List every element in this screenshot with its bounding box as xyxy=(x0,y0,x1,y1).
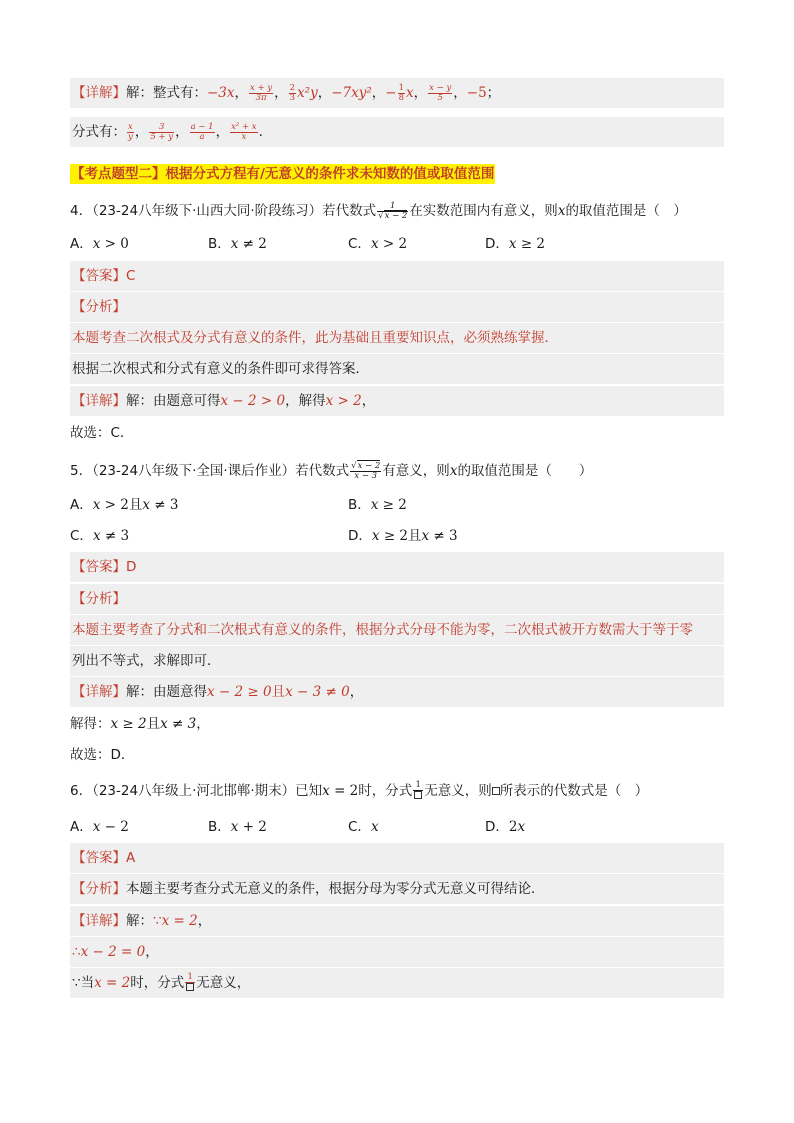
option-a[interactable]: A．x > 2且x ≠ 3 xyxy=(70,497,179,513)
option-b[interactable]: B．x ≥ 2 xyxy=(348,497,407,513)
option-d[interactable]: D．x ≥ 2且x ≠ 3 xyxy=(348,528,458,544)
placeholder-box xyxy=(186,983,194,991)
fraction: $\frac{x + y}{3\pi}$ xyxy=(250,82,273,103)
question-6-analysis: 【分析】本题主要考查分式无意义的条件，根据分母为零分式无意义可得结论． xyxy=(70,874,724,904)
detail-line-integral: 【详解】解：整式有：−3x， $\frac{x + y}{3\pi}$ ， $\frac{2}{3}$ x²y，−7xy²，− $\frac{1}{8}$ x， $\frac{x - y}{5}$ ，−5； xyxy=(70,78,724,108)
question-6-answer: 【答案】A xyxy=(70,843,724,873)
option-c[interactable]: C．x xyxy=(348,819,379,835)
placeholder-box xyxy=(414,791,422,799)
option-b[interactable]: B．x + 2 xyxy=(208,819,267,835)
question-4-stem: 4．（23-24八年级下·山西大同·阶段练习）若代数式 $\frac{1}{√x - 2}$ 在实数范围内有意义，则x的取值范围是（ ） xyxy=(70,200,687,221)
option-d[interactable]: D．x ≥ 2 xyxy=(485,236,546,252)
question-5-choose: 故选：D． xyxy=(70,747,135,763)
question-4-choose: 故选：C． xyxy=(70,425,134,441)
question-6-stem: 6．（23-24八年级上·河北邯郸·期末）已知x = 2时，分式 1 无意义，则 所表示的代数式是（ ） xyxy=(70,780,649,799)
question-4-options xyxy=(70,229,724,259)
question-5-analysis-2: 列出不等式，求解即可． xyxy=(70,646,724,676)
question-6-options xyxy=(70,812,724,842)
option-a[interactable]: A．x − 2 xyxy=(70,819,129,835)
question-5-analysis-tag: 【分析】 xyxy=(70,584,724,614)
placeholder-box xyxy=(492,787,500,795)
question-5-solve: 解得：x ≥ 2且x ≠ 3， xyxy=(70,716,210,732)
question-5-options-row-1 xyxy=(70,490,724,520)
question-5-options-row-2 xyxy=(70,521,724,551)
option-c[interactable]: C．x > 2 xyxy=(348,236,408,252)
question-4-analysis-1: 本题考查二次根式及分式有意义的条件，此为基础且重要知识点，必须熟练掌握． xyxy=(70,323,724,353)
question-6-detail: 【详解】解：∵x = 2， xyxy=(70,906,724,936)
option-a[interactable]: A．x > 0 xyxy=(70,236,129,252)
option-d[interactable]: D．2x xyxy=(485,819,526,835)
question-4-answer: 【答案】C xyxy=(70,261,724,291)
section-heading: 【考点题型二】根据分式方程有/无意义的条件求未知数的值或取值范围 xyxy=(71,166,495,182)
detail-line-fractional: 分式有： $\frac{x}{y}$ ， $\frac{3}{5 + y}$ ， $\frac{a - 1}{a}$ ， $\frac{\text{x² + x}}{x}$ . xyxy=(70,117,724,147)
question-5-analysis-1: 本题主要考查了分式和二次根式有意义的条件，根据分式分母不能为零，二次根式被开方数需大于等于零 xyxy=(70,615,724,645)
option-b[interactable]: B．x ≠ 2 xyxy=(208,236,267,252)
question-4-analysis-2: 根据二次根式和分式有意义的条件即可求得答案． xyxy=(70,354,724,384)
question-4-analysis-tag: 【分析】 xyxy=(70,292,724,322)
question-6-detail-2: ∴x − 2 = 0， xyxy=(70,937,724,967)
question-4-detail: 【详解】解：由题意可得x − 2 > 0，解得x > 2， xyxy=(70,386,724,416)
question-5-stem: 5．（23-24八年级下·全国·课后作业）若代数式 $\frac{√x - 2}{x - 3}$ 有意义，则x的取值范围是（ ） xyxy=(70,460,593,481)
question-5-detail: 【详解】解：由题意得x − 2 ≥ 0且x − 3 ≠ 0， xyxy=(70,677,724,707)
option-c[interactable]: C．x ≠ 3 xyxy=(70,528,130,544)
question-5-answer: 【答案】D xyxy=(70,552,724,582)
question-6-detail-3: ∵当x = 2时，分式 1 无意义， xyxy=(70,968,724,998)
